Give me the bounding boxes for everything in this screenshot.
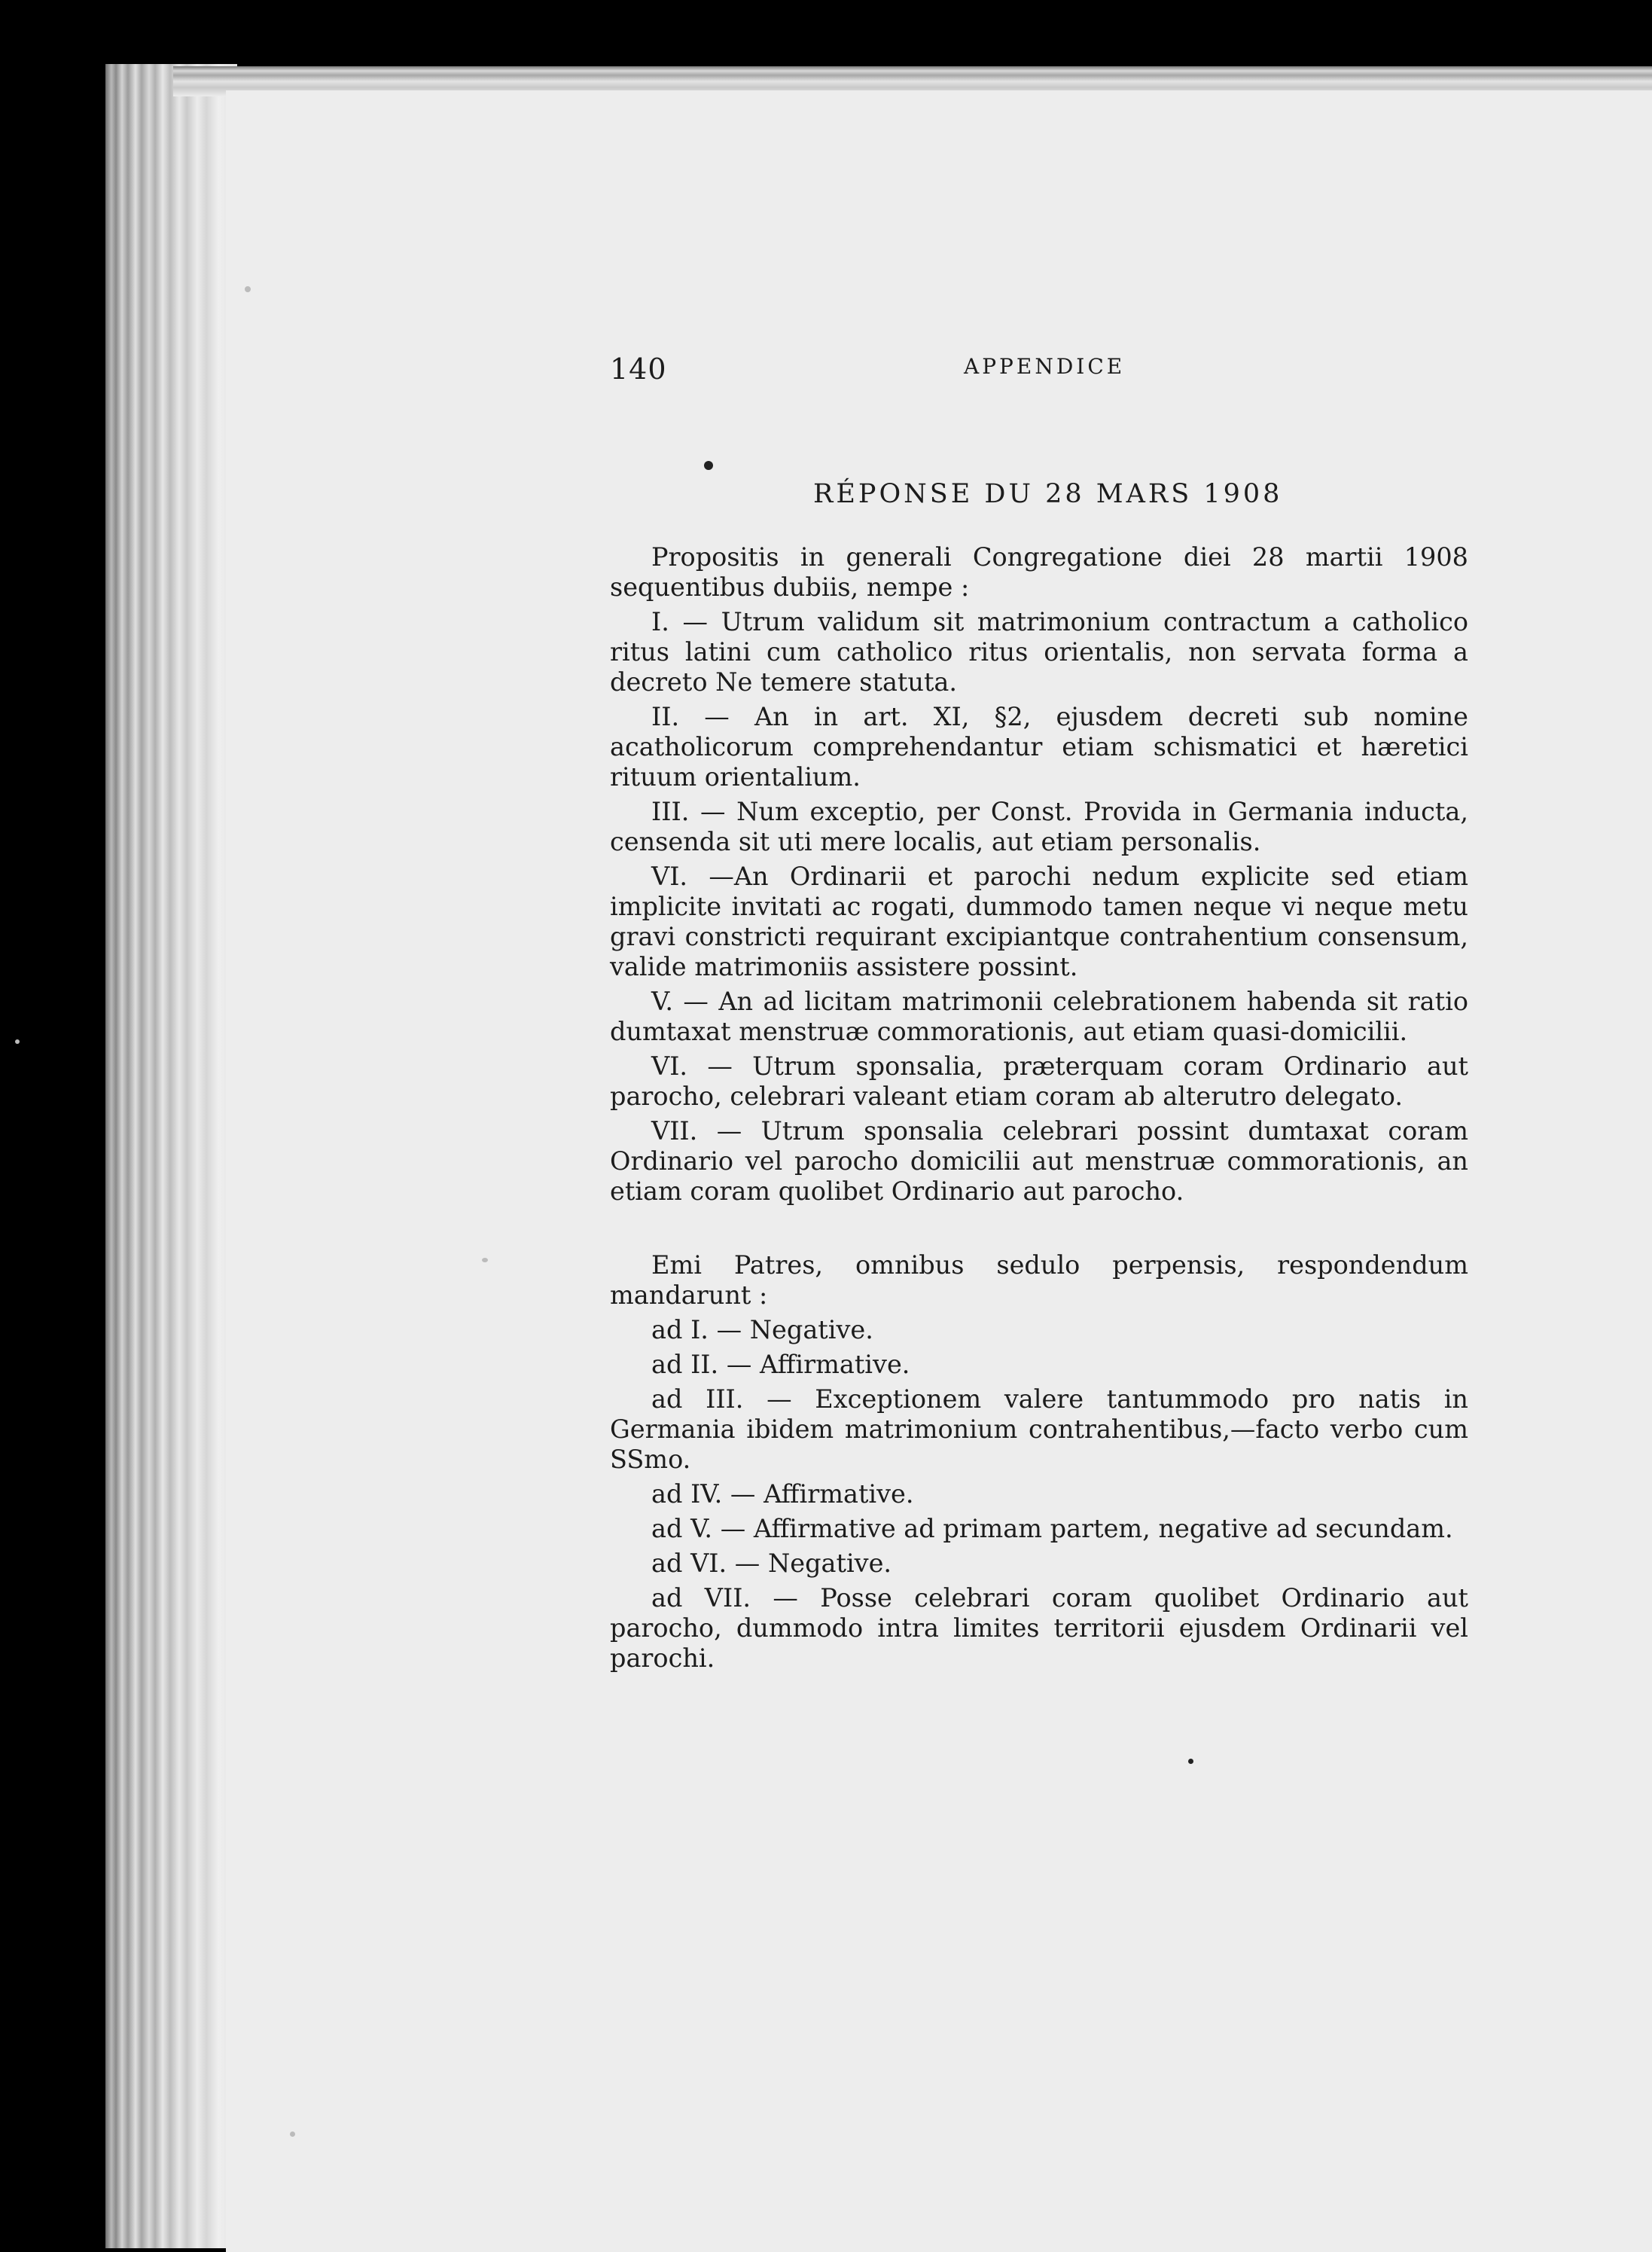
paragraph-dubium-3: III. — Num exceptio, per Const. Provida in Germania inducta, censenda sit uti mere localis, aut etiam personalis. (610, 797, 1468, 856)
paragraph-dubium-6: VI. — Utrum sponsalia, præterquam coram Ordinario aut parocho, celebrari valeant etiam coram ab alterutro delegato. (610, 1051, 1468, 1111)
paragraph-gap (610, 1211, 1468, 1250)
margin-speck (290, 2131, 295, 2137)
page-number: 140 (610, 352, 667, 386)
paragraph-dubium-2: II. — An in art. XI, §2, ejusdem decreti sub nomine acatholicorum comprehendantur etiam schismatici et hæretici rituum orientalium. (610, 702, 1468, 792)
paragraph-dubium-7: VII. — Utrum sponsalia celebrari possint dumtaxat coram Ordinario vel parocho domicilii aut menstruæ commorationis, an etiam coram quolibet Ordinario aut parocho. (610, 1116, 1468, 1206)
answer-1: ad I. — Negative. (651, 1315, 873, 1344)
paragraph-intro: Propositis in generali Congregatione diei 28 martii 1908 sequentibus dubiis, nempe : (610, 542, 1468, 602)
paragraph-dubium-4: VI. —An Ordinarii et parochi nedum explicite sed etiam implicite invitati ac rogati, dummodo tamen neque vi neque metu gravi constricti requirant excipiantque contrahentium consensum, valide matrimoniis assistere possint. (610, 862, 1468, 981)
running-head (610, 352, 1476, 398)
answer-intro: Emi Patres, omnibus sedulo perpensis, respondendum mandarunt : (610, 1250, 1468, 1310)
answer-3: ad III. — Exceptionem valere tantummodo pro natis in Germania ibidem matrimonium contrahentibus,—facto verbo cum SSmo. (610, 1384, 1468, 1474)
margin-speck (482, 1258, 488, 1262)
answer-4: ad IV. — Affirmative. (651, 1479, 914, 1509)
answer-6: ad VI. — Negative. (651, 1549, 892, 1578)
page-edges (105, 64, 237, 2248)
paragraph-dubium-5: V. — An ad licitam matrimonii celebrationem habenda sit ratio dumtaxat menstruæ commorationis, aut etiam quasi-domicilii. (610, 987, 1468, 1046)
margin-speck (15, 1039, 20, 1044)
margin-speck (245, 286, 251, 292)
answer-5: ad V. — Affirmative ad primam partem, negative ad secundam. (651, 1514, 1453, 1543)
answer-7: ad VII. — Posse celebrari coram quolibet Ordinario aut parocho, dummodo intra limites territorii ejusdem Ordinarii vel parochi. (610, 1583, 1468, 1673)
section-title: RÉPONSE DU 28 MARS 1908 (813, 479, 1283, 509)
ink-speck (704, 461, 713, 470)
paragraph-dubium-1: I. — Utrum validum sit matrimonium contractum a catholico ritus latini cum catholico ritus orientalis, non servata forma a decreto Ne temere statuta. (610, 607, 1468, 697)
ink-speck (1188, 1759, 1193, 1764)
answer-2: ad II. — Affirmative. (651, 1350, 910, 1379)
document-body (610, 542, 1468, 1678)
running-title: APPENDICE (964, 354, 1126, 379)
